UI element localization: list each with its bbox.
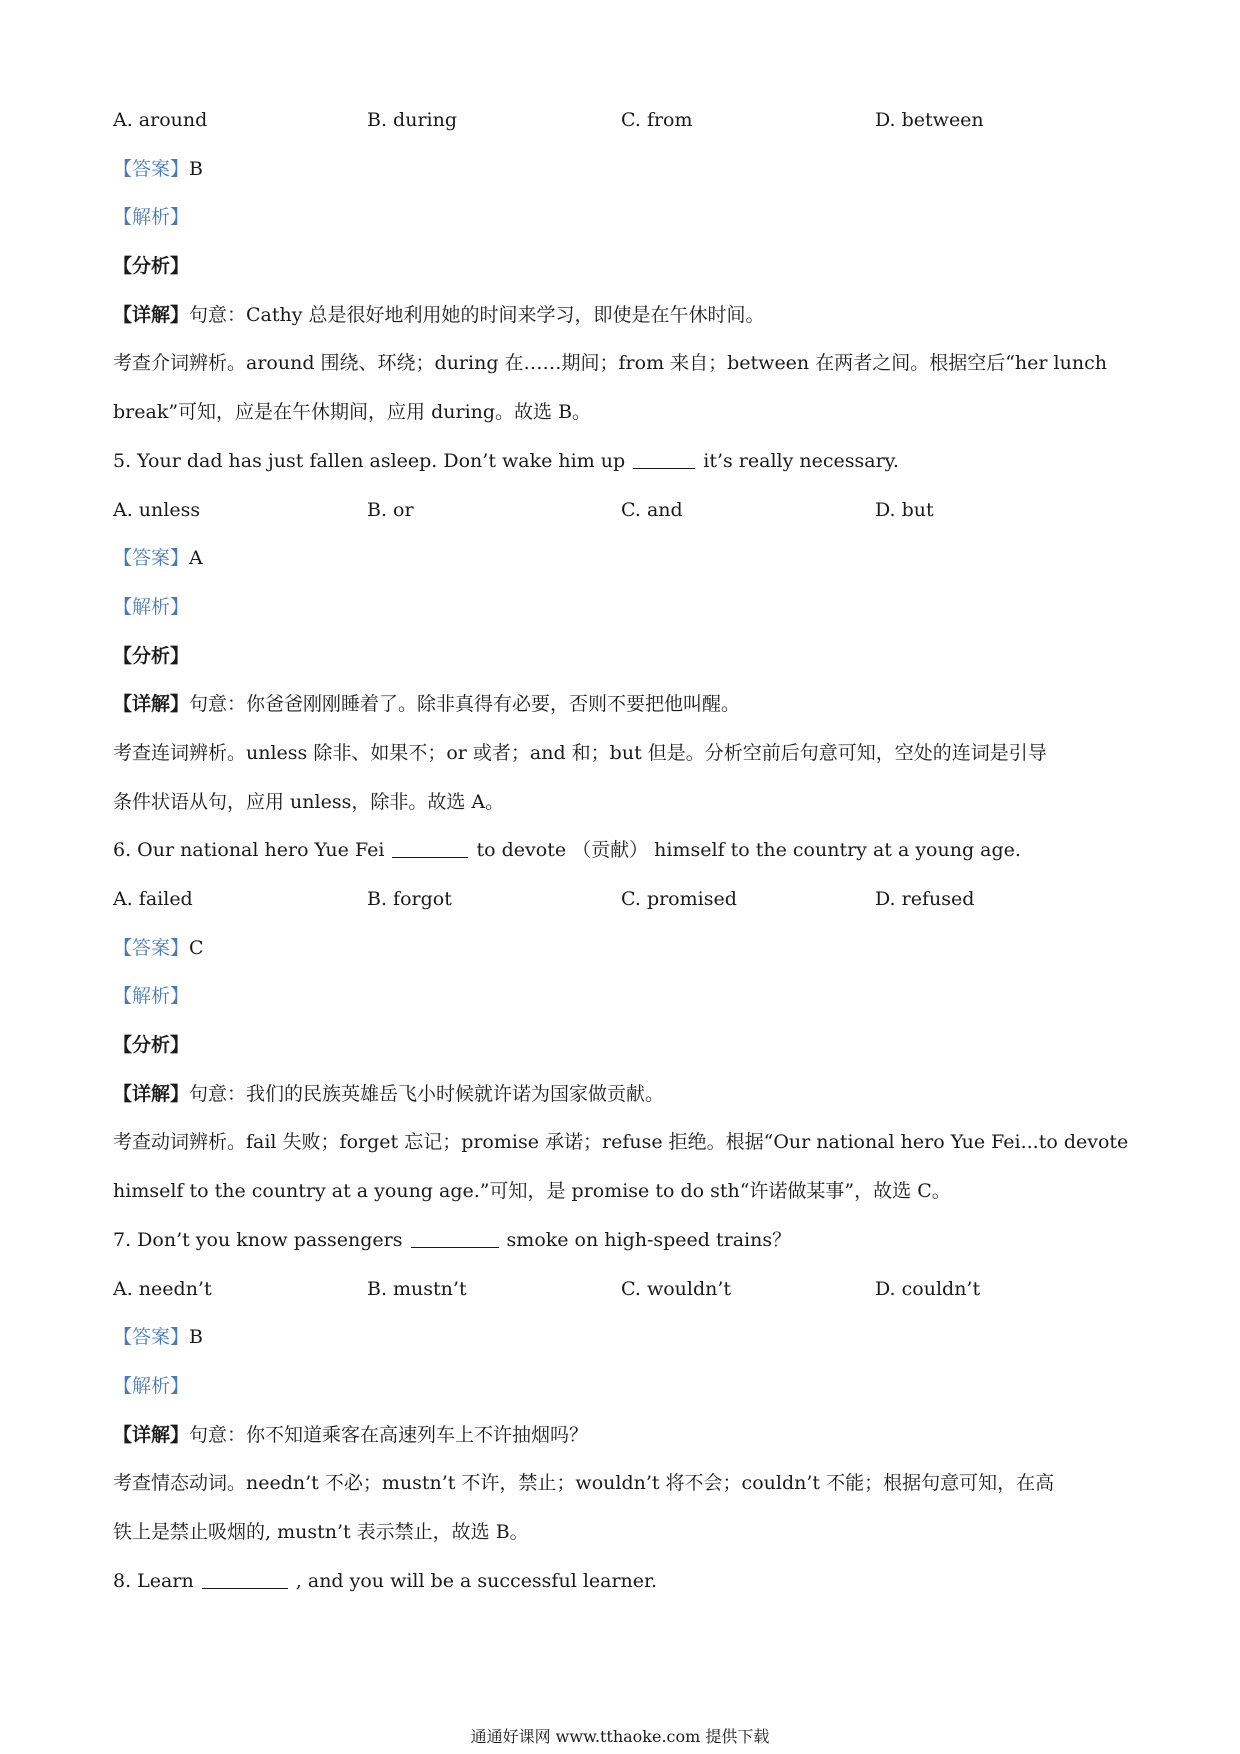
q7-answer-label: 【答案】: [113, 1326, 190, 1349]
q6-detail: [113, 1070, 1133, 1119]
q4-options: [113, 96, 1133, 145]
q5-options: [113, 486, 1133, 535]
q7-options: [113, 1265, 1133, 1314]
q6-explain-line-2: himself to the country at a young age.”可知，是 promise to do sth“许诺做某事”，故选 C。: [113, 1180, 951, 1203]
q5-explain-line-2: 条件状语从句，应用 unless，除非。故选 A。: [113, 790, 505, 813]
q6-detail-label: 【详解】: [113, 1082, 190, 1105]
q6-answer-value: C: [189, 936, 204, 959]
q7-detail: [113, 1411, 1133, 1460]
q5-detail: [113, 680, 1133, 729]
q5-answer-label: 【答案】: [113, 547, 190, 570]
q5-blank: [633, 450, 695, 469]
q8-stem: [113, 1557, 1133, 1606]
q6-stem-before: 6. Our national hero Yue Fei: [113, 839, 385, 862]
q4-option-b: B. during: [367, 109, 457, 131]
q6-options: [113, 875, 1133, 924]
q7-answer-value: B: [189, 1326, 203, 1349]
q6-option-d: D. refused: [875, 888, 975, 910]
q6-analysis-label: 【解析】: [113, 985, 190, 1008]
q4-answer: [113, 145, 1133, 194]
q5-detail-text: 句意：你爸爸刚刚睡着了。除非真得有必要，否则不要把他叫醒。: [189, 693, 741, 716]
q7-detail-label: 【详解】: [113, 1423, 190, 1446]
q4-detail: [113, 291, 1133, 340]
q5-explain-line-1: 考查连词辨析。unless 除非、如果不；or 或者；and 和；but 但是。分析空前后句意可知，空处的连词是引导: [113, 741, 1047, 764]
q4-answer-label: 【答案】: [113, 157, 190, 180]
q4-explain-line-2: break”可知，应是在午休期间，应用 during。故选 B。: [113, 401, 592, 424]
q5-answer: [113, 534, 1133, 583]
q4-detail-text: 句意：Cathy 总是很好地利用她的时间来学习，即使是在午休时间。: [189, 303, 765, 326]
q5-option-b: B. or: [367, 498, 414, 521]
q4-option-d: D. between: [875, 109, 984, 131]
q7-answer: [113, 1313, 1133, 1362]
q5-stem-before: 5. Your dad has just fallen asleep. Don’t wake him up: [113, 449, 626, 472]
q5-fenxi-label: 【分析】: [113, 644, 190, 667]
q6-explain-line-1: 考查动词辨析。fail 失败；forget 忘记；promise 承诺；refuse 拒绝。根据“Our national hero Yue Fei...to devote: [113, 1131, 1129, 1154]
q7-stem-before: 7. Don’t you know passengers: [113, 1228, 403, 1251]
q5-detail-label: 【详解】: [113, 693, 190, 716]
q8-stem-before: 8. Learn: [113, 1569, 194, 1592]
q6-stem: [113, 826, 1133, 875]
q7-option-b: B. mustn’t: [367, 1277, 467, 1300]
q7-explain-line-2: 铁上是禁止吸烟的, mustn’t 表示禁止，故选 B。: [113, 1520, 529, 1543]
q6-detail-text: 句意：我们的民族英雄岳飞小时候就许诺为国家做贡献。: [189, 1082, 665, 1105]
q4-fenxi-label: 【分析】: [113, 255, 190, 278]
q5-stem-after: it’s really necessary.: [703, 449, 899, 472]
q7-stem-after: smoke on high-speed trains？: [506, 1228, 792, 1251]
q7-blank: [411, 1229, 499, 1248]
q6-answer: [113, 924, 1133, 973]
q7-option-c: C. wouldn’t: [621, 1277, 732, 1300]
q8-blank: [202, 1570, 288, 1589]
q8-stem-after: , and you will be a successful learner.: [295, 1569, 658, 1592]
page-footer: 通通好课网 www.tthaoke.com 提供下载: [470, 1727, 770, 1746]
q6-option-c: C. promised: [621, 888, 737, 910]
q4-analysis-label: 【解析】: [113, 206, 190, 229]
q5-option-d: D. but: [875, 498, 934, 521]
q4-detail-label: 【详解】: [113, 303, 190, 326]
q6-option-a: A. failed: [113, 888, 193, 910]
q6-option-b: B. forgot: [367, 888, 452, 910]
document-page: [113, 96, 1133, 1605]
q4-explain-line-1: 考查介词辨析。around 围绕、环绕；during 在……期间；from 来自；between 在两者之间。根据空后“her lunch: [113, 352, 1107, 375]
q5-answer-value: A: [189, 547, 203, 570]
q5-option-a: A. unless: [113, 498, 201, 521]
q6-fenxi-label: 【分析】: [113, 1034, 190, 1057]
q4-option-c: C. from: [621, 109, 693, 131]
q7-detail-text: 句意：你不知道乘客在高速列车上不许抽烟吗？: [189, 1423, 589, 1446]
q5-stem: [113, 437, 1133, 486]
q7-option-a: A. needn’t: [113, 1277, 212, 1300]
q7-stem: [113, 1216, 1133, 1265]
q5-analysis-label: 【解析】: [113, 595, 190, 618]
q7-analysis-label: 【解析】: [113, 1374, 190, 1397]
q6-answer-label: 【答案】: [113, 936, 190, 959]
q4-answer-value: B: [189, 157, 203, 180]
q5-option-c: C. and: [621, 498, 683, 521]
q4-option-a: A. around: [113, 109, 208, 131]
q7-explain-line-1: 考查情态动词。needn’t 不必；mustn’t 不许，禁止；wouldn’t 将不会；couldn’t 不能；根据句意可知，在高: [113, 1472, 1055, 1495]
q7-option-d: D. couldn’t: [875, 1277, 981, 1300]
q6-blank: [392, 839, 468, 858]
q6-stem-after: to devote （贡献） himself to the country at a young age.: [476, 839, 1021, 862]
